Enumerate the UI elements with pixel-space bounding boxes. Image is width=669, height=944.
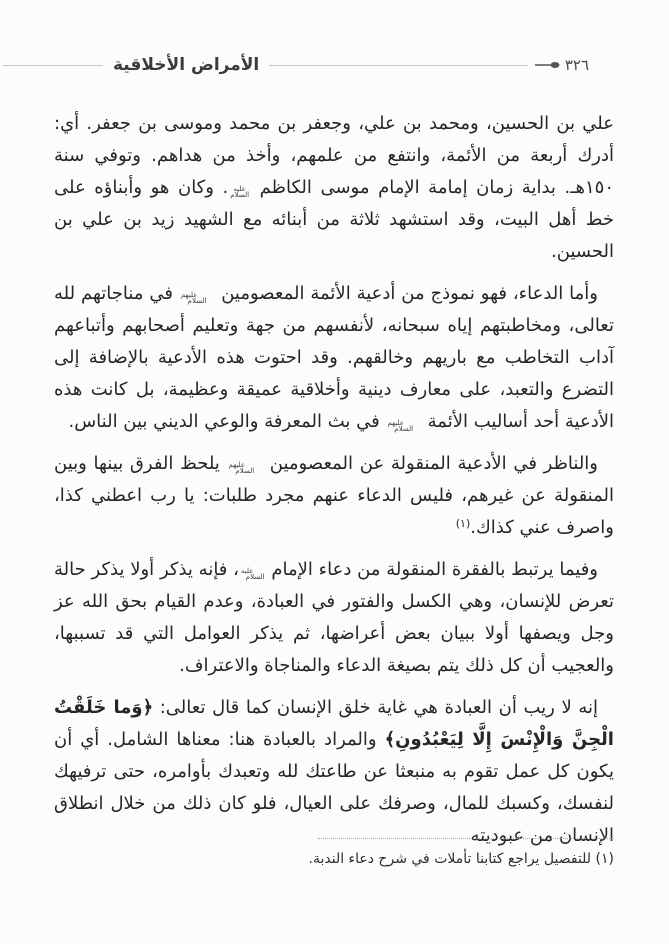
page-body: [54, 108, 614, 862]
page-title: الأمراض الأخلاقية: [113, 55, 260, 75]
honorific-icon: عليهم السلام: [180, 291, 207, 305]
honorific-icon: عليه السلام: [230, 185, 250, 199]
page-number: ٣٢٦: [564, 56, 589, 74]
header-rule-left: [3, 65, 103, 66]
paragraph: علي بن الحسين، ومحمد بن علي، وجعفر بن محمد وموسى بن جعفر. أي: أدرك أربعة من الأئمة، وانتفع من علمهم، وأخذ من هداهم. وتوفي سنة ١٥٠هـ. بداية زمان إمامة الإمام موسى الكاظم عليه السلام. وكان هو وأبناؤه على خط أهل البيت، وقد استشهد ثلاثة من أبنائه مع الشهيد زيد بن علي بن الحسين.: [54, 113, 614, 262]
footnote-ref: (١): [455, 517, 471, 530]
honorific-icon: عليهم السلام: [228, 461, 255, 475]
footnote-separator: [318, 838, 614, 839]
paragraph: إنه لا ريب أن العبادة هي غاية خلق الإنسان كما قال تعالى: ﴿وَما خَلَقْتُ الْجِنَّ وَالْإِنْسَ إِلَّا لِيَعْبُدُونِ﴾ والمراد بالعبادة هنا: معناها الشامل. أي أن يكون كل عمل تقوم به منبعثا عن طاعتك لله وتعبدك بأوامره، حتى ترفيهك لنفسك، وكسبك للمال، وصرفك على العيال، فلو كان ذلك من خلال انطلاق الإنسان من عبوديته: [54, 697, 614, 846]
honorific-icon: عليهم السلام: [387, 419, 414, 433]
footnote-marker: (١): [595, 851, 614, 867]
footnote-text: [54, 848, 614, 870]
footnote-block: [54, 838, 614, 870]
quran-verse: ﴿وَما خَلَقْتُ الْجِنَّ وَالْإِنْسَ إِلَّا لِيَعْبُدُونِ﴾: [54, 697, 614, 750]
footnote-body: للتفصيل يراجع كتابنا تأملات في شرح دعاء الندبة.: [308, 851, 592, 867]
header-rule-right: [269, 65, 528, 66]
header-arrow-icon: [534, 61, 560, 69]
page-header: [0, 52, 669, 78]
paragraph: والناظر في الأدعية المنقولة عن المعصومين عليهم السلام يلحظ الفرق بينها وبين المنقولة عن غيرهم، فليس الدعاء عنهم مجرد طلبات: يا رب اعطني كذا، واصرف عني كذاك.$^{(١)}$: [54, 453, 614, 538]
paragraph: وأما الدعاء، فهو نموذج من أدعية الأئمة المعصومين عليهم السلام في مناجاتهم لله تعالى، ومخاطبتهم إياه سبحانه، لأنفسهم من جهة وتعليم أصحابهم وأتباعهم آداب التخاطب مع باريهم وخالقهم. وقد احتوت هذه الأدعية بالإضافة إلى التضرع والتعبد، على معارف دينية وأخلاقية عميقة وعظيمة، بل كانت هذه الأدعية أحد أساليب الأئمة عليهم السلام في بث المعرفة والوعي الديني بين الناس.: [54, 283, 614, 433]
paragraph: وفيما يرتبط بالفقرة المنقولة من دعاء الإمامعليه السلام، فإنه يذكر أولا يذكر حالة تعرض للإنسان، وهي الكسل والفتور في العبادة، وعدم القيام بحق الله عز وجل ويصفها أولا ببيان بعض أعراضها، ثم يذكر العوامل التي قد تسببها، والعجيب أن كل ذلك يتم بصيغة الدعاء والمناجاة والاعتراف.: [54, 559, 614, 676]
honorific-icon: عليه السلام: [240, 567, 265, 581]
